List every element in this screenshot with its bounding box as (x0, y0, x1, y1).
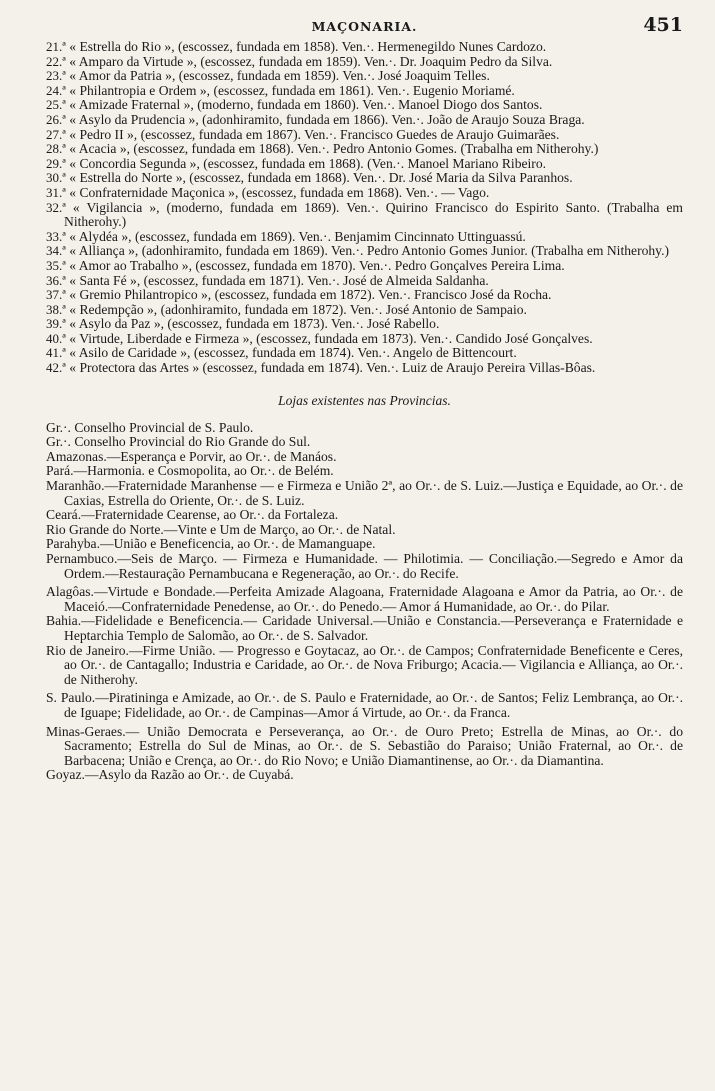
lodge-number: 21.ª (46, 39, 66, 54)
lodge-entry (46, 230, 683, 245)
province-entry: Minas-Geraes.— União Democrata e Perseverança, ao Or.·. de Ouro Preto; Estrella de Minas, ao Or.·. do Sacramento; Estrella do Sul de Minas, ao Or.·. de S. Sebastião do Paraiso; União Fraternal, ao Or.·. de Barbacena; União e Crença, ao Or.·. do Rio Novo; e União Diamantinense, ao Or.·. da Diamantina. (46, 723, 683, 768)
lodge-number: 41.ª (46, 345, 66, 361)
lodge-entry (46, 157, 683, 172)
lodge-text: « Amor da Patria », (escossez, fundada em 1859). Ven.·. José Joaquim Telles. (69, 68, 490, 84)
lodge-entry (46, 40, 683, 55)
lodge-text: « Amparo da Virtude », (escossez, fundada em 1859). Ven.·. Dr. Joaquim Pedro da Silva. (69, 53, 553, 69)
lodge-entry (46, 346, 683, 361)
lodge-number: 42.ª (46, 360, 66, 376)
lodge-text: « Confraternidade Maçonica », (escossez, fundada em 1868). Ven.·. — Vago. (69, 184, 490, 200)
lodge-number: 28.ª (46, 141, 66, 157)
lodge-entry (46, 171, 683, 186)
lodge-number: 31.ª (46, 184, 66, 200)
lodge-entry (46, 201, 683, 230)
lodge-entry (46, 84, 683, 99)
lodge-entry (46, 288, 683, 303)
lodge-text: « Amor ao Trabalho », (escossez, fundada em 1870). Ven.·. Pedro Gonçalves Pereira Lima. (69, 257, 565, 273)
lodge-entry (46, 274, 683, 289)
lodge-text: « Alliança », (adonhiramito, fundada em 1869). Ven.·. Pedro Antonio Gomes Junior. (Trabalha em Nitherohy.) (69, 243, 670, 259)
province-entry: Goyaz.—Asylo da Razão ao Or.·. de Cuyabá. (46, 767, 294, 783)
lodge-entry (46, 259, 683, 274)
lodge-entry (46, 303, 683, 318)
lodge-text: « Asylo da Prudencia », (adonhiramito, fundada em 1866). Ven.·. João de Araujo Souza Braga. (69, 111, 585, 127)
lodge-number: 23.ª (46, 68, 66, 84)
lodge-text: « Virtude, Liberdade e Firmeza », (escossez, fundada em 1873). Ven.·. Candido José Gonçalves. (69, 330, 593, 346)
province-entry: Pernambuco.—Seis de Março. — Firmeza e Humanidade. — Philotimia. — Conciliação.—Segredo e Amor da Ordem.—Restauração Pernambucana e Regeneração, ao Or.·. do Recife. (46, 551, 683, 581)
lodge-entry (46, 113, 683, 128)
lodge-number: 35.ª (46, 257, 66, 273)
lodge-number: 39.ª (46, 316, 66, 332)
lodge-text: « Redempção », (adonhiramito, fundada em 1872). Ven.·. José Antonio de Sampaio. (69, 301, 527, 317)
page-title: MAÇONARIA. (311, 19, 418, 34)
province-entry: Rio Grande do Norte.—Vinte e Um de Março, ao Or.·. de Natal. (46, 521, 396, 537)
lodge-text: « Gremio Philantropico », (escossez, fundada em 1872). Ven.·. Francisco José da Rocha. (69, 287, 552, 303)
lodge-text: « Protectora das Artes » (escossez, fundada em 1874). Ven.·. Luiz de Araujo Pereira Villas-Bôas. (69, 360, 596, 376)
lodge-text: « Asylo da Paz », (escossez, fundada em 1873). Ven.·. José Rabello. (69, 316, 440, 332)
provinces-heading: Lojas existentes nas Provincias. (278, 392, 451, 408)
lodge-number: 27.ª (46, 126, 66, 142)
province-entry: Alagôas.—Virtude e Bondade.—Perfeita Amizade Alagoana, Fraternidade Alagoana e Amor da Patria, ao Or.·. de Maceió.—Confraternidade Penedense, ao Or.·. do Penedo.— Amor á Humanidade, ao Or.·. do Pilar. (46, 584, 683, 614)
province-list (46, 421, 683, 783)
lodge-text: « Acacia », (escossez, fundada em 1868). Ven.·. Pedro Antonio Gomes. (Trabalha em Nitherohy.) (69, 141, 599, 157)
lodge-entry (46, 244, 683, 259)
lodge-number: 32.ª (46, 199, 66, 215)
lodge-entry (46, 98, 683, 113)
province-entry: Gr.·. Conselho Provincial de S. Paulo. (46, 419, 254, 435)
lodge-entry (46, 332, 683, 347)
lodge-number: 22.ª (46, 53, 66, 69)
lodge-number: 26.ª (46, 111, 66, 127)
lodge-text: « Asilo de Caridade », (escossez, fundada em 1874). Ven.·. Angelo de Bittencourt. (69, 345, 517, 361)
province-entry: Rio de Janeiro.—Firme União. — Progresso e Goytacaz, ao Or.·. de Campos; Confraternidade Beneficente e Ceres, ao Or.·. de Cantagallo; Industria e Caridade, ao Or.·. de Nova Friburgo; Acacia.— Vigilancia e Alliança, ao Or.·. de Nitherohy. (46, 642, 683, 687)
lodge-number: 25.ª (46, 97, 66, 113)
lodge-number: 30.ª (46, 170, 66, 186)
province-entry: Amazonas.—Esperança e Porvir, ao Or.·. de Manáos. (46, 448, 337, 464)
province-entry: S. Paulo.—Piratininga e Amizade, ao Or.·. de S. Paulo e Fraternidade, ao Or.·. de Santos; Feliz Lembrança, ao Or.·. de Iguape; Fidelidade, ao Or.·. de Campinas—Amor á Virtude, ao Or.·. da Franca. (46, 690, 683, 720)
lodge-entry (46, 186, 683, 201)
lodge-text: « Santa Fé », (escossez, fundada em 1871). Ven.·. José de Almeida Saldanha. (69, 272, 489, 288)
lodge-text: « Pedro II », (escossez, fundada em 1867). Ven.·. Francisco Guedes de Araujo Guimarães. (69, 126, 560, 142)
province-entry: Ceará.—Fraternidade Cearense, ao Or.·. da Fortaleza. (46, 507, 339, 523)
lodge-number: 33.ª (46, 228, 66, 244)
province-entry: Gr.·. Conselho Provincial do Rio Grande do Sul. (46, 434, 311, 450)
lodge-text: « Estrella do Rio », (escossez, fundada em 1858). Ven.·. Hermenegildo Nunes Cardozo. (69, 39, 547, 54)
lodge-number: 40.ª (46, 330, 66, 346)
lodge-number: 38.ª (46, 301, 66, 317)
lodge-entry (46, 69, 683, 84)
lodge-text: « Philantropia e Ordem », (escossez, fundada em 1861). Ven.·. Eugenio Moriamé. (69, 82, 515, 98)
lodge-entry (46, 142, 683, 157)
lodge-number: 37.ª (46, 287, 66, 303)
lodge-entry (46, 128, 683, 143)
province-entry: Pará.—Harmonia. e Cosmopolita, ao Or.·. de Belém. (46, 463, 334, 479)
lodge-number: 24.ª (46, 82, 66, 98)
lodge-entry (46, 55, 683, 70)
page-number: 451 (643, 14, 683, 36)
lodge-number: 29.ª (46, 155, 66, 171)
lodge-text: « Amizade Fraternal », (moderno, fundada em 1860). Ven.·. Manoel Diogo dos Santos. (69, 97, 543, 113)
lodge-text: « Vigilancia », (moderno, fundada em 1869). Ven.·. Quirino Francisco do Espirito Santo. (Trabalha em Nitherohy.) (64, 199, 684, 230)
lodge-text: « Alydéa », (escossez, fundada em 1869). Ven.·. Benjamim Cincinnato Uttinguassú. (69, 228, 526, 244)
lodge-entry (46, 361, 683, 376)
province-entry: Bahia.—Fidelidade e Beneficencia.— Caridade Universal.—União e Constancia.—Perseverança e Fraternidade e Heptarchia Templo de Salomão, ao Or.·. de S. Salvador. (46, 613, 683, 643)
lodge-entry (46, 317, 683, 332)
lodge-number: 36.ª (46, 272, 66, 288)
province-entry: Parahyba.—União e Beneficencia, ao Or.·. de Mamanguape. (46, 536, 376, 552)
province-entry: Maranhão.—Fraternidade Maranhense — e Firmeza e União 2ª, ao Or.·. de S. Luiz.—Justiça e Equidade, ao Or.·. de Caxias, Estrella do Oriente, Or.·. de S. Luiz. (46, 478, 683, 508)
lodge-text: « Concordia Segunda », (escossez, fundada em 1868). (Ven.·. Manoel Mariano Ribeiro. (69, 155, 547, 171)
lodge-number: 34.ª (46, 243, 66, 259)
lodge-text: « Estrella do Norte », (escossez, fundada em 1868). Ven.·. Dr. José Maria da Silva Paranhos. (69, 170, 573, 186)
lodge-list (46, 40, 683, 376)
page-header (46, 0, 683, 40)
